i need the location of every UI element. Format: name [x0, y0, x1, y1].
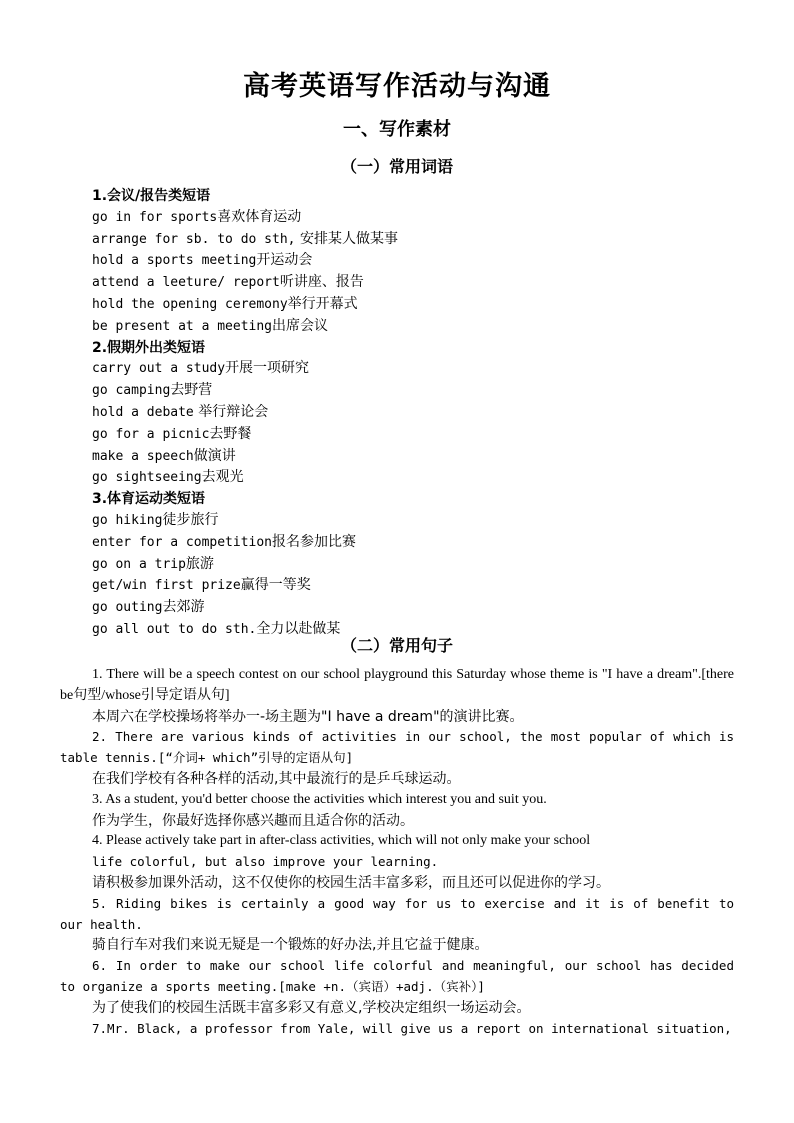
- sentence-en: 3. As a student, you'd better choose the activities which interest you and suit you.: [92, 791, 547, 807]
- sentence-zh: 在我们学校有各种各样的活动,其中最流行的是乒乓球运动。: [92, 770, 461, 787]
- phrase-group-heading: 1.会议/报告类短语: [92, 188, 211, 204]
- phrase-item: go for a picnic去野餐: [92, 425, 252, 442]
- phrase-item: hold a sports meeting开运动会: [92, 252, 313, 269]
- page-title: 高考英语写作活动与沟通: [243, 71, 551, 102]
- sentence-list: [60, 665, 734, 1039]
- phrase-item: hold a debate 举行辩论会: [92, 403, 269, 420]
- sentence-en: 7.Mr. Black, a professor from Yale, will give us a report on international situation,: [92, 1020, 732, 1036]
- phrase-item: make a speech做演讲: [92, 447, 236, 464]
- phrase-item: get/win first prize赢得一等奖: [92, 577, 311, 594]
- phrase-item: go camping去野营: [92, 382, 213, 399]
- phrase-item: attend a leeture/ report听讲座、报告: [92, 274, 364, 291]
- phrase-item: go all out to do sth.全力以赴做某: [92, 620, 341, 637]
- phrase-item: hold the opening ceremony举行开幕式: [92, 295, 358, 312]
- sentence-zh: 为了使我们的校园生活既丰富多彩又有意义,学校决定组织一场运动会。: [92, 999, 531, 1016]
- phrase-item: enter for a competition报名参加比赛: [92, 533, 357, 550]
- sentence-en: 6. In order to make our school life colorful and meaningful, our school has decided to organize a sports meeting.[make +n.（宾语）+adj.（宾补）]: [60, 958, 734, 994]
- phrase-item: go in for sports喜欢体育运动: [92, 208, 302, 225]
- phrase-item: go hiking徒步旅行: [92, 511, 219, 528]
- phrase-group-heading: 3.体育运动类短语: [92, 491, 206, 508]
- section-title: 一、写作素材: [343, 119, 451, 140]
- phrase-item: arrange for sb. to do sth, 安排某人做某事: [92, 230, 398, 247]
- sentence-en: 2. There are various kinds of activities in our school, the most popular of which is table tennis.[“介词+ which”引导的定语从句]: [60, 729, 734, 766]
- phrase-list: [92, 186, 732, 641]
- sentence-en-continued: life colorful, but also improve your learning.: [92, 854, 439, 870]
- subsection-title-sentences: （二）常用句子: [340, 636, 453, 655]
- sentence-zh: 作为学生，你最好选择你感兴趣而且适合你的活动。: [92, 812, 414, 829]
- phrase-item: go sightseeing去观光: [92, 469, 244, 486]
- phrase-group-heading: 2.假期外出类短语: [92, 339, 206, 356]
- sentence-zh: 骑自行车对我们来说无疑是一个锻炼的好办法,并且它益于健康。: [92, 937, 489, 954]
- sentence-en: 4. Please actively take part in after-class activities, which will not only make your school: [92, 833, 591, 849]
- phrase-item: go outing去郊游: [92, 599, 205, 616]
- sentence-zh: 本周六在学校操场将举办一-场主题为"I have a dream"的演讲比赛。: [92, 708, 524, 725]
- sentence-en: 1. There will be a speech contest on our school playground this Saturday whose theme is "I have a dream".[there be句型/whose引导定语从句]: [60, 667, 734, 703]
- subsection-title-words: （一）常用词语: [340, 157, 453, 176]
- sentence-zh: 请积极参加课外活动，这不仅使你的校园生活丰富多彩，而且还可以促进你的学习。: [92, 874, 610, 891]
- phrase-item: go on a trip旅游: [92, 555, 214, 572]
- phrase-item: be present at a meeting出席会议: [92, 317, 329, 334]
- phrase-item: carry out a study开展一项研究: [92, 360, 310, 377]
- sentence-en: 5. Riding bikes is certainly a good way for us to exercise and it is of benefit to our health.: [60, 895, 734, 932]
